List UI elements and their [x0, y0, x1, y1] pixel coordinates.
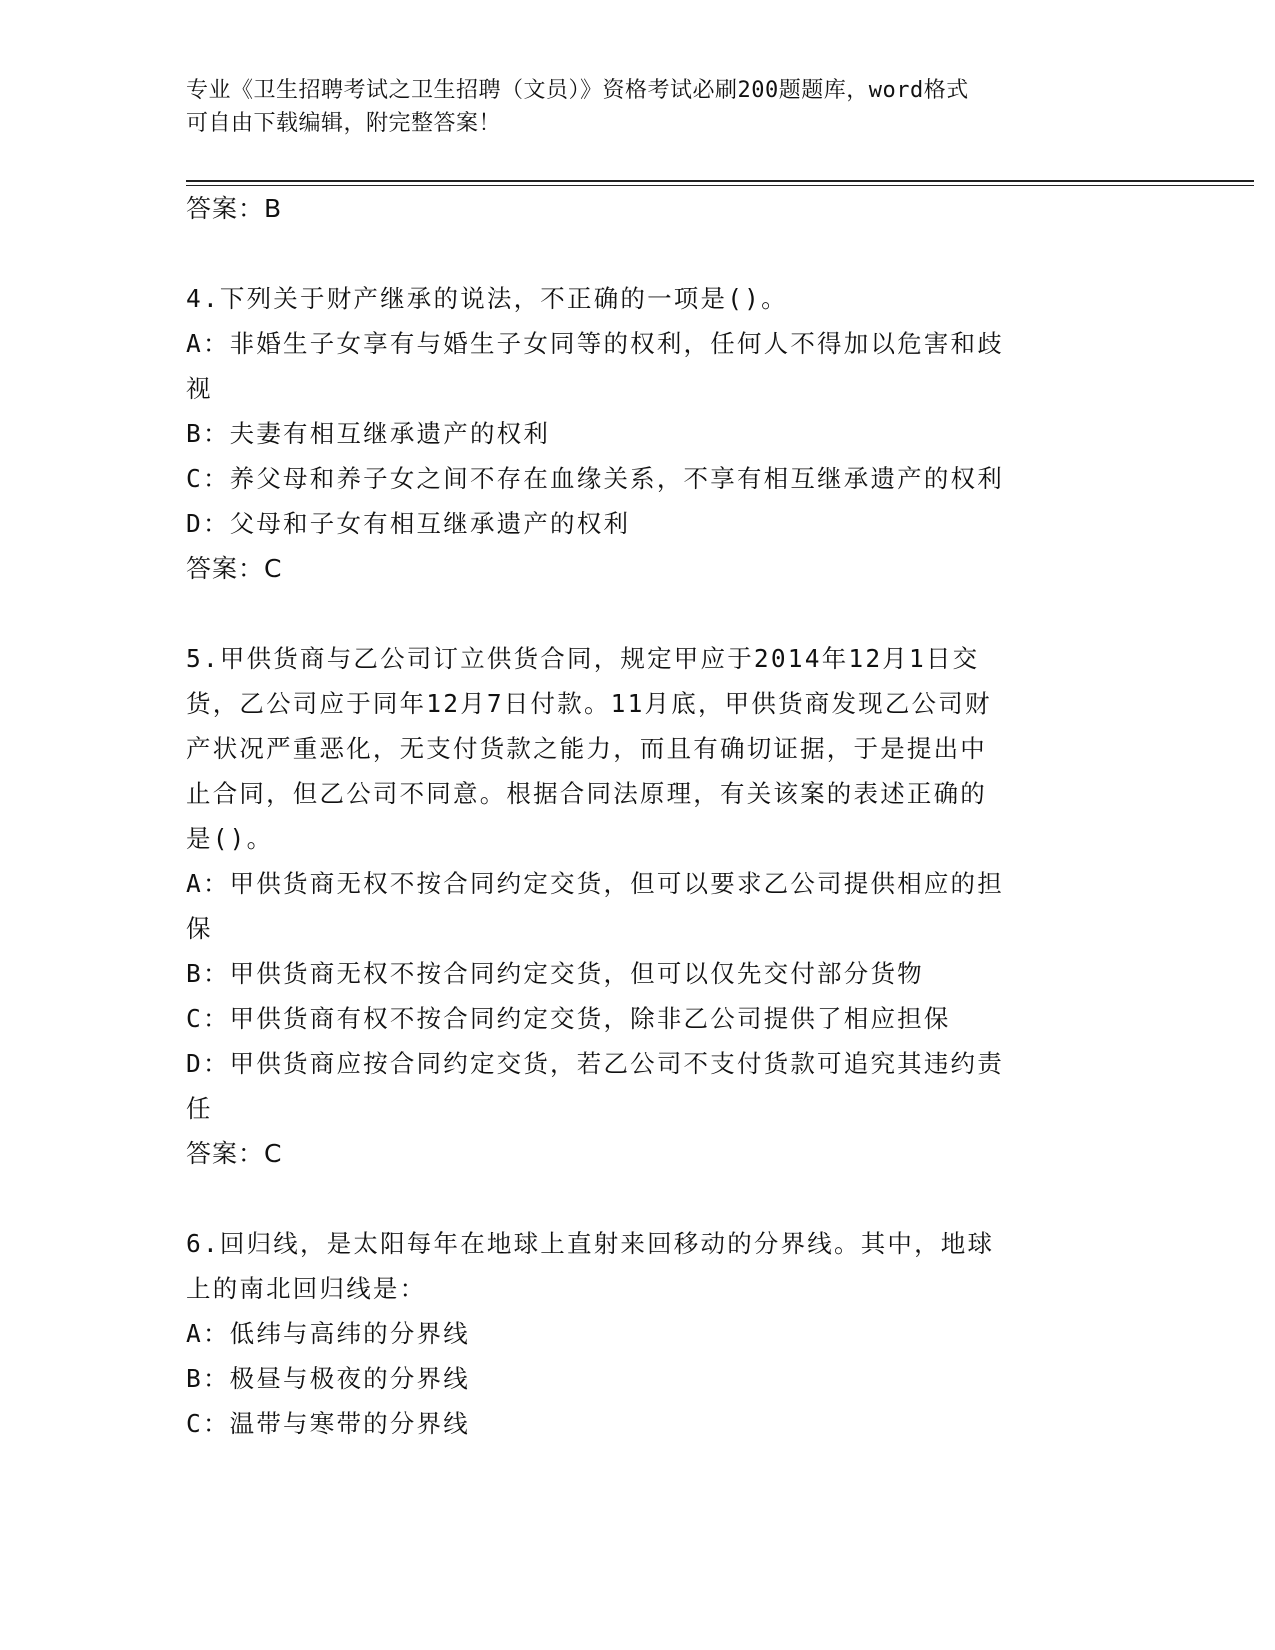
header-title-line-2: 可自由下载编辑，附完整答案！	[186, 111, 502, 136]
question-5	[186, 636, 1086, 1176]
q5-option-a: A：甲供货商无权不按合同约定交货，但可以要求乙公司提供相应的担	[186, 869, 1004, 898]
q6-option-c: C：温带与寒带的分界线	[186, 1409, 470, 1438]
q4-option-a: A：非婚生子女享有与婚生子女同等的权利，任何人不得加以危害和歧	[186, 329, 1004, 358]
q5-stem-line-3: 产状况严重恶化，无支付货款之能力，而且有确切证据，于是提出中	[186, 734, 987, 763]
question-4	[186, 276, 1086, 591]
q5-stem-line-5: 是()。	[186, 824, 274, 853]
q5-stem-line-2: 货，乙公司应于同年12月7日付款。11月底，甲供货商发现乙公司财	[186, 689, 992, 718]
q5-option-c: C：甲供货商有权不按合同约定交货，除非乙公司提供了相应担保	[186, 1004, 951, 1033]
q4-stem: 4.下列关于财产继承的说法，不正确的一项是()。	[186, 284, 788, 313]
q6-option-a: A：低纬与高纬的分界线	[186, 1319, 470, 1348]
q4-option-b: B：夫妻有相互继承遗产的权利	[186, 419, 551, 448]
document-page	[186, 0, 1116, 1650]
q4-answer: 答案：C	[186, 554, 283, 583]
q5-option-d: D：甲供货商应按合同约定交货，若乙公司不支付货款可追究其违约责	[186, 1049, 1004, 1078]
q5-option-d-cont: 任	[186, 1094, 213, 1123]
q5-option-a-cont: 保	[186, 914, 213, 943]
q5-stem-line-1: 5.甲供货商与乙公司订立供货合同，规定甲应于2014年12月1日交	[186, 644, 980, 673]
spacer	[186, 231, 1086, 276]
q4-option-a-cont: 视	[186, 374, 213, 403]
q5-option-b: B：甲供货商无权不按合同约定交货，但可以仅先交付部分货物	[186, 959, 924, 988]
header-title-line-1: 专业《卫生招聘考试之卫生招聘（文员）》资格考试必刷200题题库，word格式	[186, 78, 969, 103]
spacer	[186, 591, 1086, 636]
question-6	[186, 1221, 1086, 1446]
spacer	[186, 1176, 1086, 1221]
document-body	[186, 186, 1086, 1446]
q6-stem-line-1: 6.回归线，是太阳每年在地球上直射来回移动的分界线。其中，地球	[186, 1229, 995, 1258]
q4-option-c: C：养父母和养子女之间不存在血缘关系，不享有相互继承遗产的权利	[186, 464, 1004, 493]
q4-option-d: D：父母和子女有相互继承遗产的权利	[186, 509, 631, 538]
q5-answer: 答案：C	[186, 1139, 283, 1168]
document-header	[186, 74, 1066, 140]
q6-option-b: B：极昼与极夜的分界线	[186, 1364, 470, 1393]
q6-stem-line-2: 上的南北回归线是：	[186, 1274, 427, 1303]
q3-answer: 答案：B	[186, 194, 283, 223]
q5-stem-line-4: 止合同，但乙公司不同意。根据合同法原理，有关该案的表述正确的	[186, 779, 987, 808]
